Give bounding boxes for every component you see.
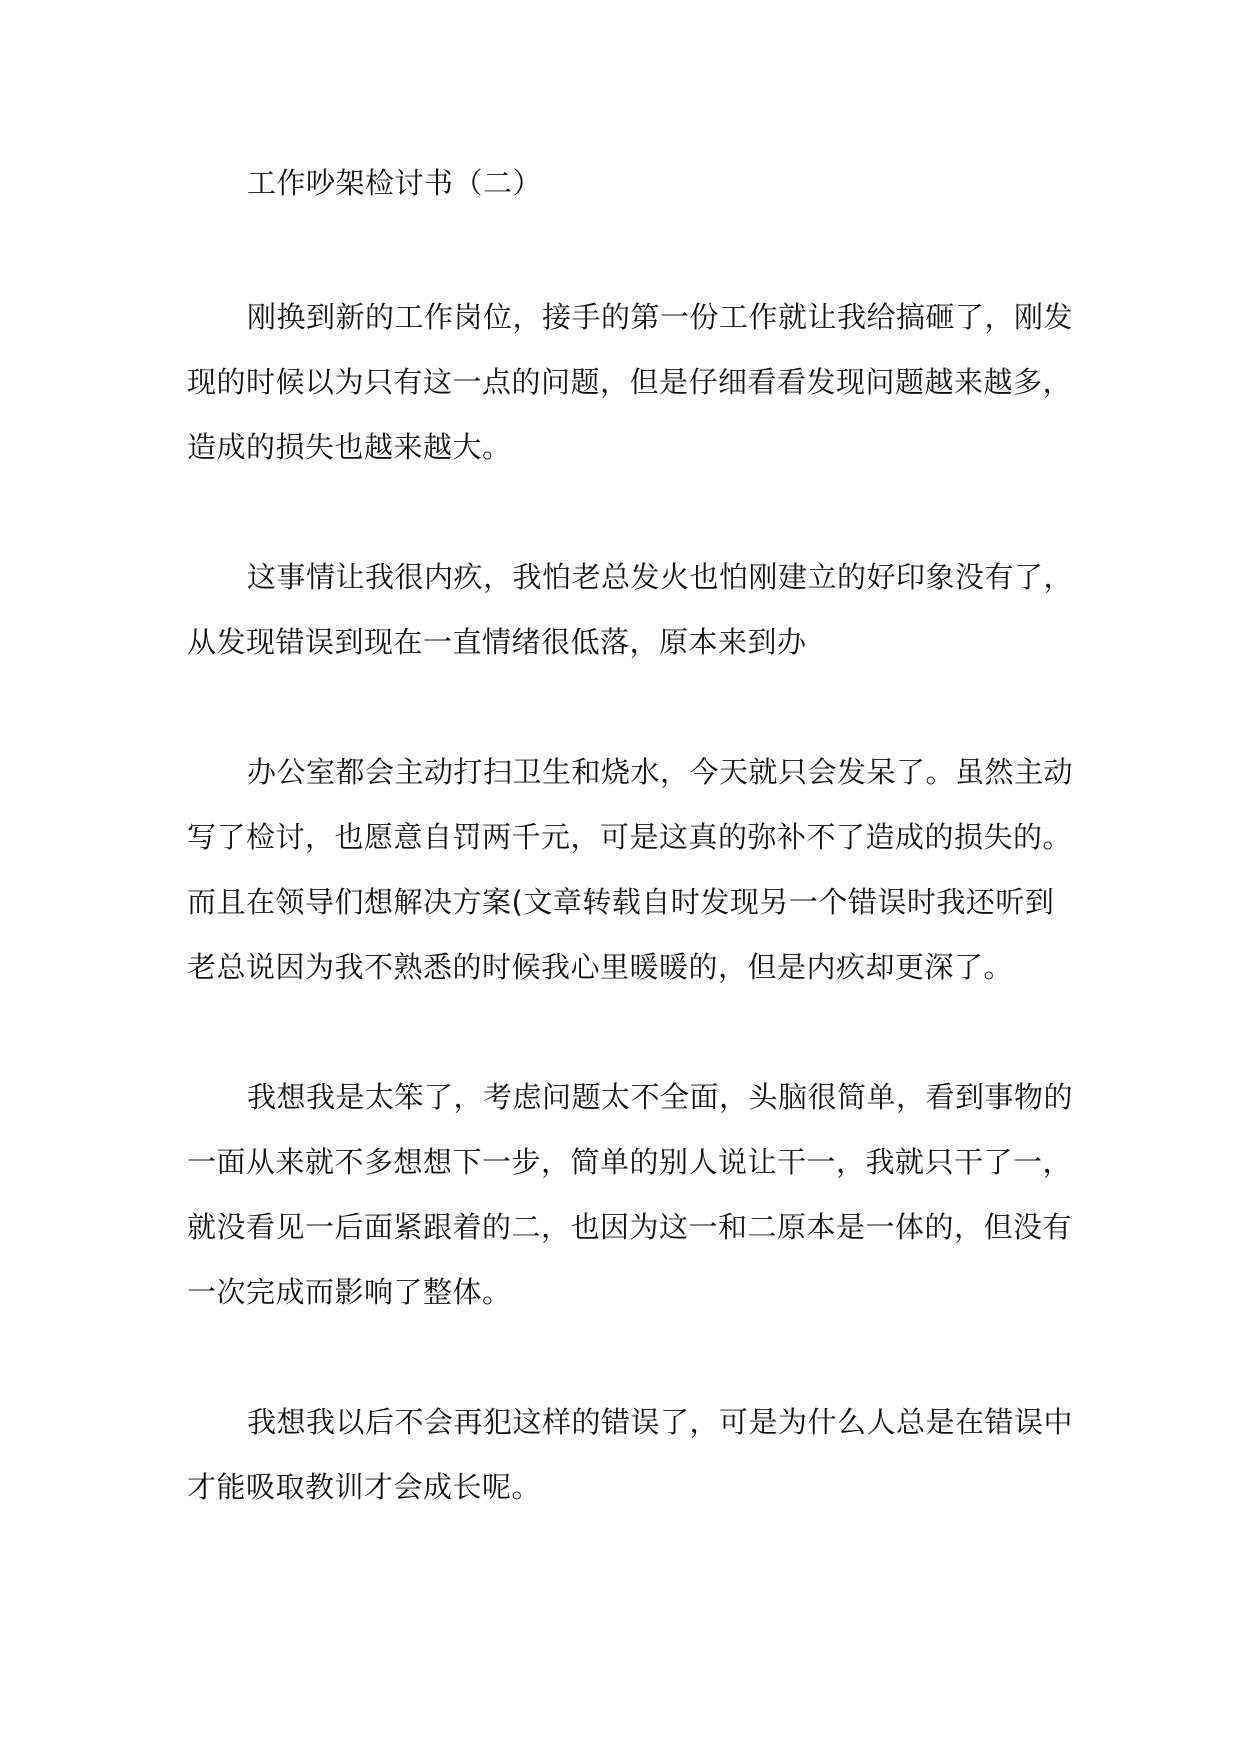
paragraph-line: 现的时候以为只有这一点的问题，但是仔细看看发现问题越来越多，	[187, 365, 1073, 399]
paragraph-line: 就没看见一后面紧跟着的二，也因为这一和二原本是一体的，但没有	[187, 1210, 1073, 1244]
document-title: 工作吵架检讨书（二）	[247, 166, 543, 200]
paragraph-line: 刚换到新的工作岗位，接手的第一份工作就让我给搞砸了，刚发	[247, 300, 1074, 334]
paragraph-line: 我想我以后不会再犯这样的错误了，可是为什么人总是在错误中	[247, 1405, 1074, 1439]
paragraph-line: 老总说因为我不熟悉的时候我心里暖暖的，但是内疚却更深了。	[187, 950, 1014, 984]
paragraph-line: 从发现错误到现在一直情绪很低落，原本来到办	[187, 625, 807, 659]
paragraph-2	[187, 545, 1087, 675]
paragraph-line: 办公室都会主动打扫卫生和烧水，今天就只会发呆了。虽然主动	[247, 755, 1074, 789]
paragraph-line: 造成的损失也越来越大。	[187, 430, 512, 464]
paragraph-line: 这事情让我很内疚，我怕老总发火也怕刚建立的好印象没有了，	[247, 560, 1074, 594]
paragraph-line: 才能吸取教训才会成长呢。	[187, 1470, 542, 1504]
paragraph-4	[187, 1065, 1087, 1325]
paragraph-line: 写了检讨，也愿意自罚两千元，可是这真的弥补不了造成的损失的。	[187, 820, 1073, 854]
paragraph-3	[187, 740, 1087, 1000]
paragraph-line: 我想我是太笨了，考虑问题太不全面，头脑很简单，看到事物的	[247, 1080, 1074, 1114]
paragraph-line: 一次完成而影响了整体。	[187, 1275, 512, 1309]
paragraph-line: 而且在领导们想解决方案(文章转载自时发现另一个错误时我还听到	[187, 885, 1055, 919]
paragraph-1	[187, 285, 1087, 480]
paragraph-5	[187, 1390, 1087, 1520]
paragraph-line: 一面从来就不多想想下一步，简单的别人说让干一，我就只干了一，	[187, 1145, 1073, 1179]
